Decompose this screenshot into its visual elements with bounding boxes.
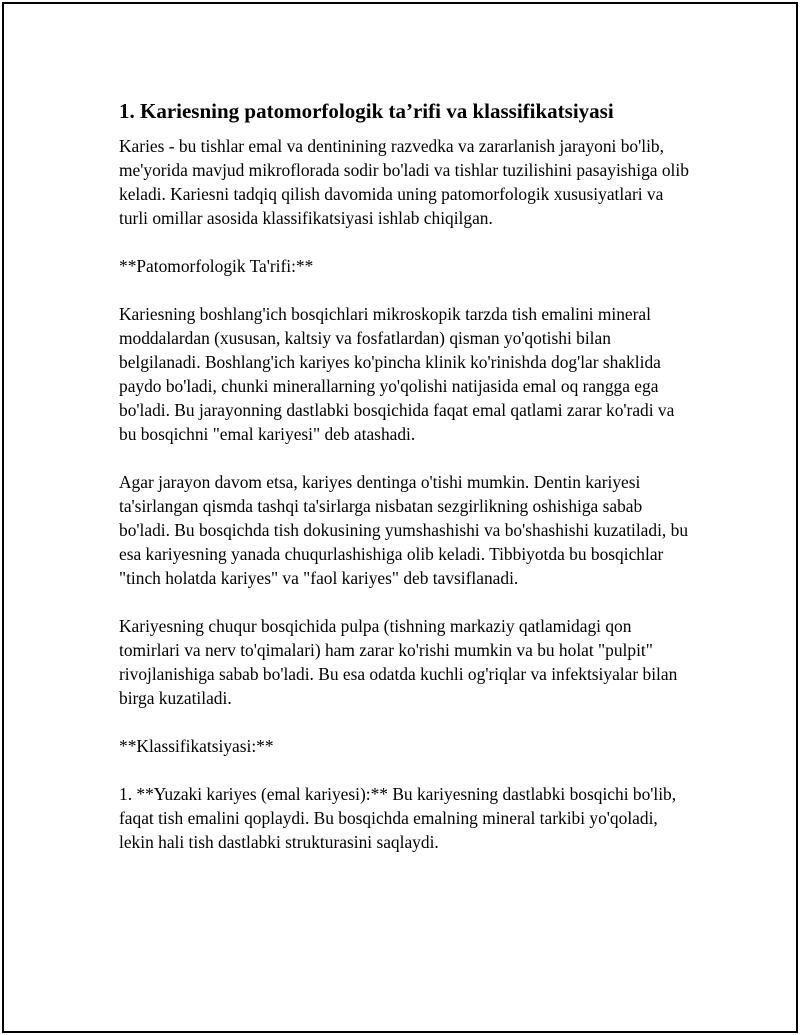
heading-klassifikatsiya: **Klassifikatsiyasi:** <box>119 736 274 756</box>
page-frame <box>2 2 798 1033</box>
document-title: 1. Kariesning patomorfologik ta’rifi va klassifikatsiyasi <box>119 99 614 123</box>
heading-patomorfologik: **Patomorfologik Ta'rifi:** <box>119 256 314 276</box>
paragraph-pulp-stage: Kariyesning chuqur bosqichida pulpa (tishning markaziy qatlamidagi qon tomirlari va nerv to'qimalari) ham zarar ko'rishi mumkin va bu holat "pulpit" rivojlanishiga sabab bo'ladi. Bu esa odatda kuchli og'riqlar va infektsiyalar bilan birga kuzatiladi. <box>119 616 678 708</box>
paragraph-intro: Karies - bu tishlar emal va dentinining razvedka va zararlanish jarayoni bo'lib, me'yorida mavjud mikroflorada sodir bo'ladi va tishlar tuzilishini pasayishiga olib keladi. Kariesni tadqiq qilish davomida uning patomorfologik xususiyatlari va turli omillar asosida klassifikatsiyasi ishlab chiqilgan. <box>119 136 689 228</box>
paragraph-initial-stage: Kariesning boshlang'ich bosqichlari mikroskopik tarzda tish emalini mineral moddalardan (xususan, kaltsiy va fosfatlardan) qisman yo'qotishi bilan belgilanadi. Boshlang'ich kariyes ko'pincha klinik ko'rinishda dog'lar shaklida paydo bo'ladi, chunki minerallarning yo'qolishi natijasida emal oq rangga ega bo'ladi. Bu jarayonning dastlabki bosqichida faqat emal qatlami zarar ko'radi va bu bosqichni "emal kariyesi" deb atashadi. <box>119 304 675 444</box>
paragraph-dentin-stage: Agar jarayon davom etsa, kariyes dentinga o'tishi mumkin. Dentin kariyesi ta'sirlangan qismda tashqi ta'sirlarga nisbatan sezgirlikning oshishiga sabab bo'ladi. Bu bosqichda tish dokusining yumshashishi va bo'shashishi kuzatiladi, bu esa kariyesning yanada chuqurlashishiga olib keladi. Tibbiyotda bu bosqichlar "tinch holatda kariyes" va "faol kariyes" deb tavsiflanadi. <box>119 472 689 588</box>
document-body <box>119 98 694 878</box>
paragraph-surface-caries: 1. **Yuzaki kariyes (emal kariyesi):** Bu kariyesning dastlabki bosqichi bo'lib, faqat tish emalini qoplaydi. Bu bosqichda emalning mineral tarkibi yo'qoladi, lekin hali tish dastlabki strukturasini saqlaydi. <box>119 784 677 852</box>
